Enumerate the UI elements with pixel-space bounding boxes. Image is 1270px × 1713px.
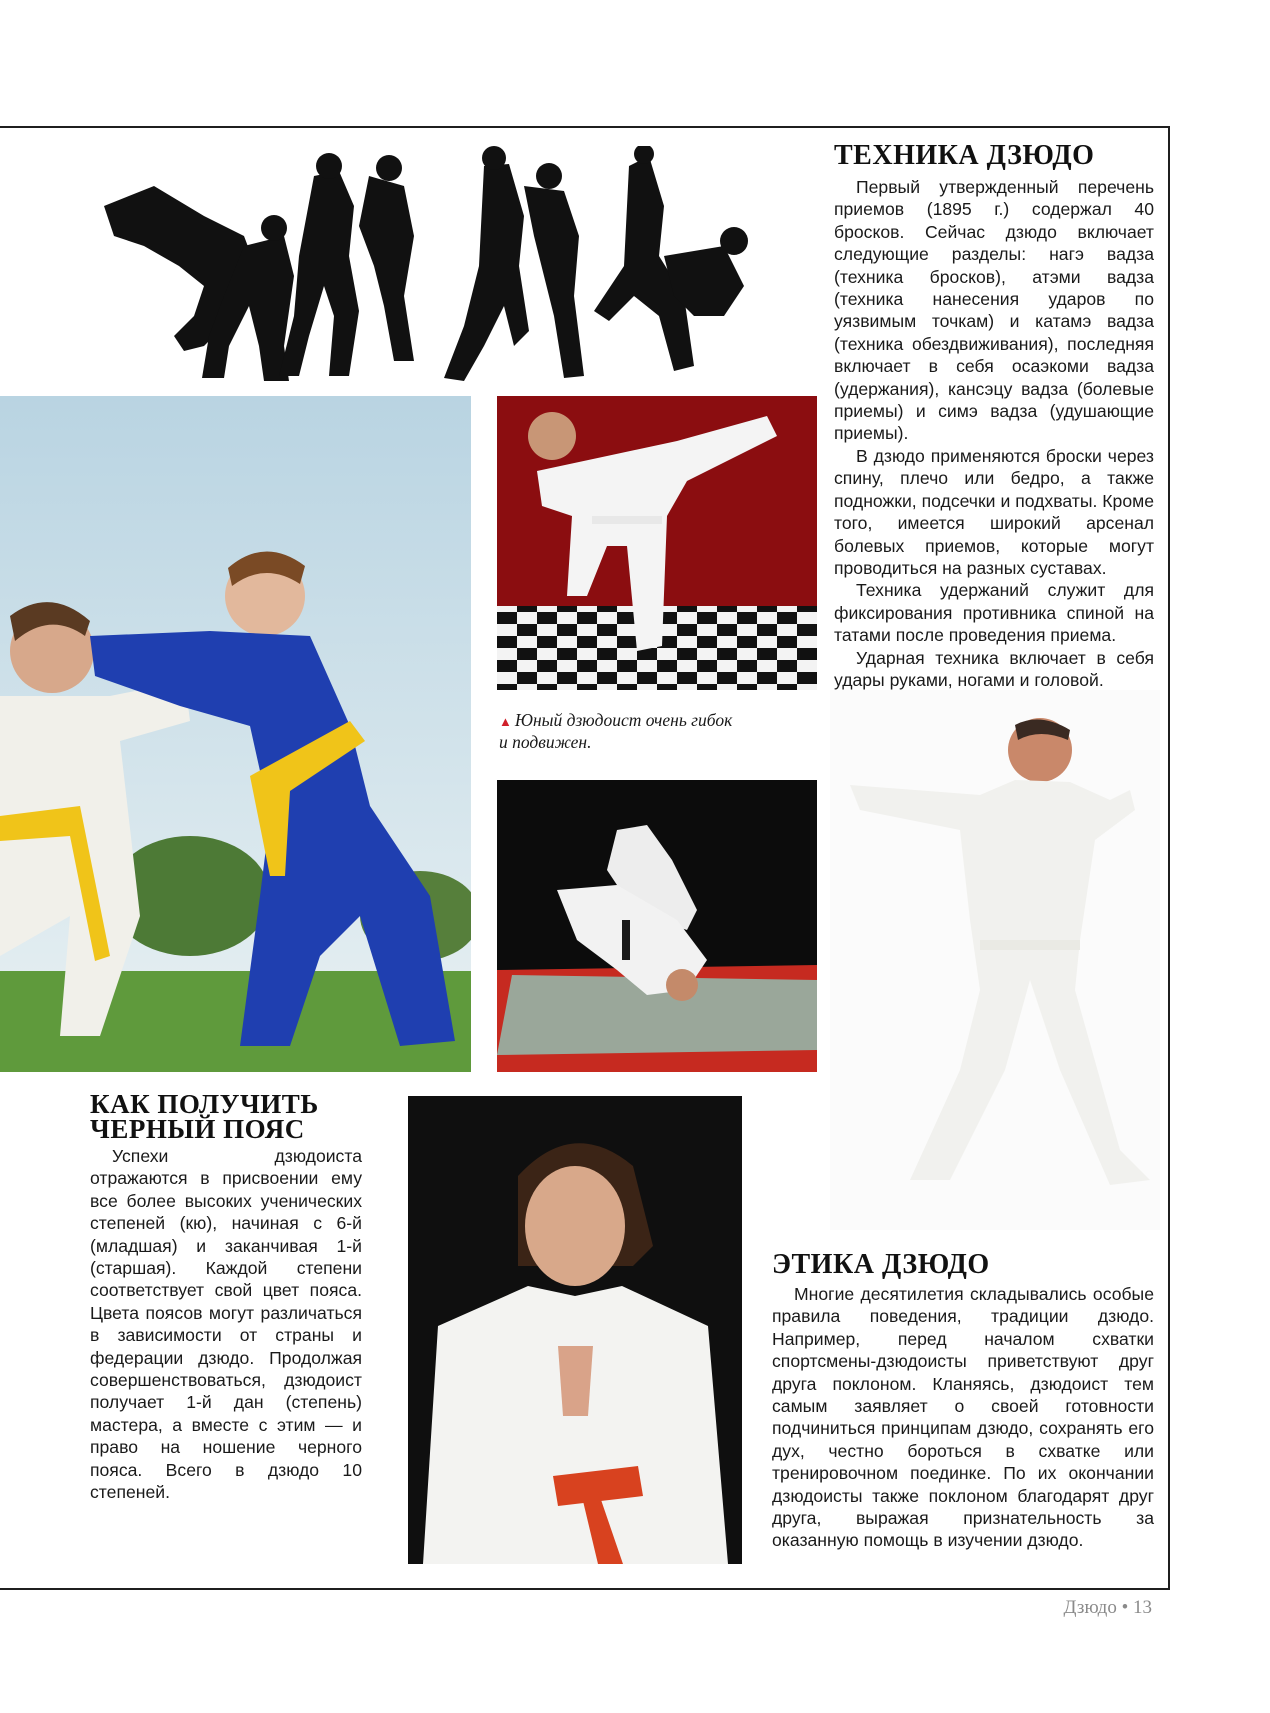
photo-boy-kick	[497, 396, 817, 690]
throw-silhouettes-illustration	[84, 146, 800, 386]
black-belt-paragraph: Успехи дзюдоиста отражаются в присвоении ему все более высоких ученических степеней (кю), начиная с 6-й (младшая) и заканчивая 1-й (старшая). Каждой степени соответствует свой цвет пояса. Цвета поясов могут различаться в зависимости от страны и федерации дзюдо. Продолжая совершенствоваться, дзюдоист получает 1-й дан (степень) мастера, а вместе с этим — и право на ношение черного пояса. Всего в дзюдо 10 степеней.	[90, 1146, 362, 1503]
page-folio: Дзюдо • 13	[1063, 1597, 1152, 1618]
silhouette-pair-2	[279, 153, 414, 376]
technique-paragraph-4: Ударная техника включает в себя удары руками, ногами и головой.	[834, 647, 1154, 690]
photo-master-stance	[830, 690, 1160, 1230]
ethics-text	[772, 1283, 1154, 1552]
photo-girl-bow	[408, 1096, 742, 1564]
black-belt-heading-line-2: ЧЕРНЫЙ ПОЯС	[90, 1114, 305, 1144]
caption-line-1: Юный дзюдоист очень гибок	[514, 710, 733, 730]
technique-heading: ТЕХНИКА ДЗЮДО	[834, 140, 1095, 171]
silhouette-pair-3	[444, 146, 584, 381]
silhouette-pair-1	[104, 186, 294, 381]
photo-boys-sparring	[0, 396, 471, 1072]
technique-paragraph-3: Техника удержаний служит для фиксирования противника спиной на татами после проведения приема.	[834, 580, 1154, 646]
black-belt-text	[90, 1145, 362, 1504]
ethics-paragraph: Многие десятилетия складывались особые правила поведения, традиции дзюдо. Например, перед началом схватки спортсмены-дзюдоисты приветствуют друг друга поклоном. Кланяясь, дзюдоист тем самым заявляет о своей готовности подчиниться принципам дзюдо, сохранять его дух, честно бороться в схватке или тренировочном поединке. По их окончании дзюдоисты также поклоном благодарят друг друга, выражая признательность за оказанную помощь в изучении дзюдо.	[772, 1284, 1154, 1551]
photo-caption	[499, 710, 819, 753]
technique-text	[834, 176, 1154, 690]
caption-line-2: и подвижен.	[499, 732, 592, 752]
black-belt-heading	[90, 1089, 319, 1144]
black-belt-heading-line-1: КАК ПОЛУЧИТЬ	[90, 1089, 319, 1119]
caption-marker-icon: ▲	[499, 714, 512, 729]
silhouette-pair-4	[594, 146, 748, 371]
photo-judo-throw	[497, 780, 817, 1072]
ethics-heading: ЭТИКА ДЗЮДО	[772, 1249, 990, 1280]
technique-paragraph-2: В дзюдо применяются броски через спину, плечо или бедро, а также подножки, подсечки и подхваты. Кроме того, имеется широкий арсенал болевых приемов, которые могут проводиться на разных суставах.	[834, 445, 1154, 578]
technique-paragraph-1: Первый утвержденный перечень приемов (1895 г.) содержал 40 бросков. Сейчас дзюдо включает следующие разделы: нагэ вадза (техника бросков), атэми вадза (техника нанесения ударов по уязвимым точкам) и катамэ вадза (техника обездвиживания), последняя включает в себя осаэкоми вадза (удержания), кансэцу вадза (болевые приемы) и симэ вадза (удушающие приемы).	[834, 177, 1154, 444]
